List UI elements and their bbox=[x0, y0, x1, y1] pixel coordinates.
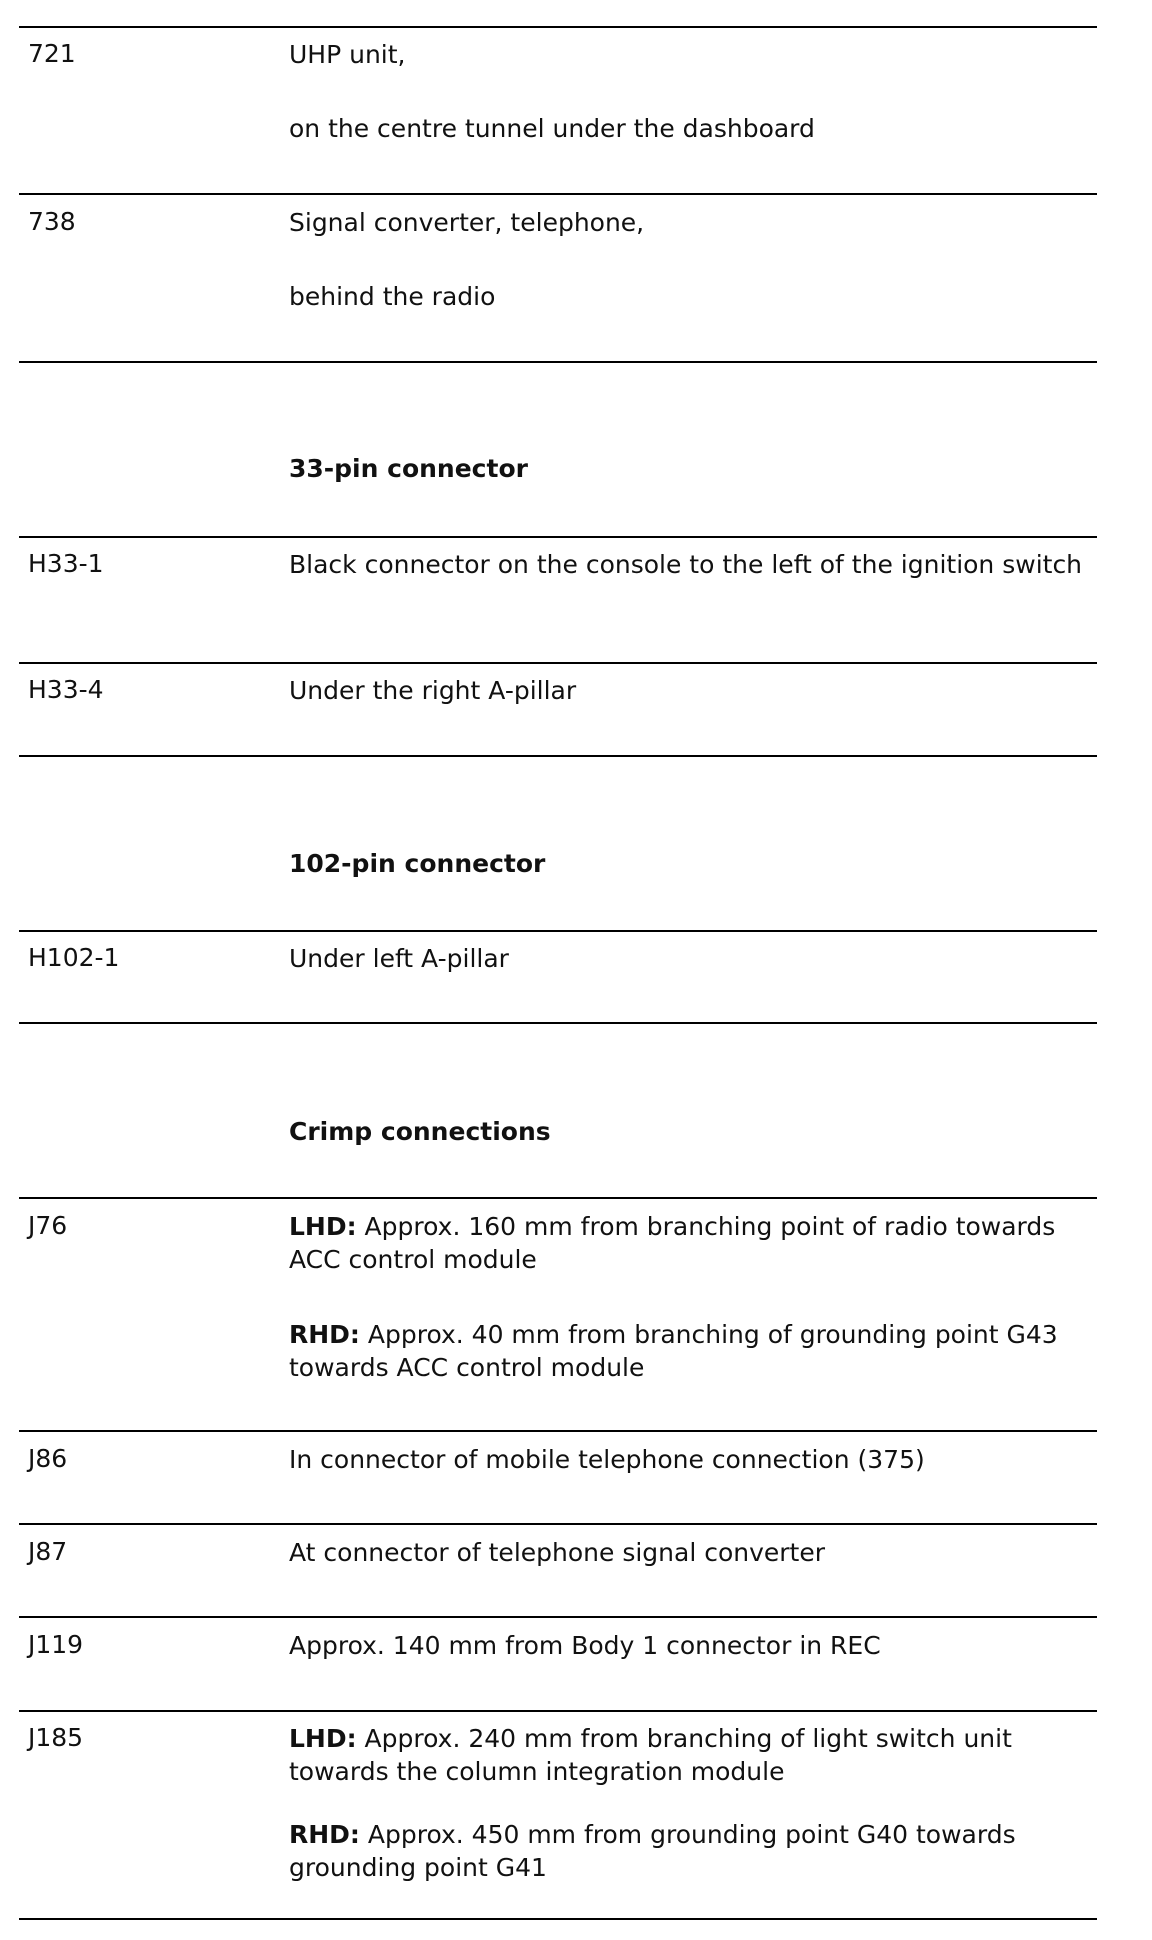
row-description-text: Approx. 40 mm from branching of grounding point G43 towards ACC control module bbox=[289, 1320, 1058, 1382]
section-heading: 33-pin connector bbox=[289, 454, 528, 483]
drive-side-label: LHD: bbox=[289, 1212, 357, 1241]
row-code: J76 bbox=[28, 1211, 68, 1240]
row-code: H102-1 bbox=[28, 943, 120, 972]
row-description: Under left A-pillar bbox=[289, 944, 509, 973]
row-divider bbox=[19, 536, 1097, 538]
row-code: J185 bbox=[28, 1723, 84, 1752]
row-code: J119 bbox=[28, 1630, 84, 1659]
row-description bbox=[289, 1722, 1089, 1788]
row-code: J87 bbox=[28, 1537, 68, 1566]
row-description: Approx. 140 mm from Body 1 connector in REC bbox=[289, 1631, 881, 1660]
row-description: on the centre tunnel under the dashboard bbox=[289, 114, 815, 143]
row-divider bbox=[19, 193, 1097, 195]
row-code: 738 bbox=[28, 207, 76, 236]
section-heading: 102-pin connector bbox=[289, 849, 546, 878]
row-description: Black connector on the console to the left of the ignition switch bbox=[289, 550, 1083, 579]
row-description: Signal converter, telephone, bbox=[289, 208, 645, 237]
row-divider bbox=[19, 1918, 1097, 1920]
row-description: In connector of mobile telephone connection (375) bbox=[289, 1445, 925, 1474]
row-divider bbox=[19, 26, 1097, 28]
row-divider bbox=[19, 1523, 1097, 1525]
row-code: H33-4 bbox=[28, 675, 104, 704]
row-description: behind the radio bbox=[289, 282, 496, 311]
drive-side-label: RHD: bbox=[289, 1820, 360, 1849]
row-divider bbox=[19, 1197, 1097, 1199]
row-divider bbox=[19, 1616, 1097, 1618]
row-divider bbox=[19, 1430, 1097, 1432]
row-divider bbox=[19, 1022, 1097, 1024]
drive-side-label: LHD: bbox=[289, 1724, 357, 1753]
row-description bbox=[289, 1210, 1089, 1276]
row-description: Under the right A-pillar bbox=[289, 676, 577, 705]
row-code: J86 bbox=[28, 1444, 68, 1473]
row-divider bbox=[19, 361, 1097, 363]
row-divider bbox=[19, 1710, 1097, 1712]
section-heading: Crimp connections bbox=[289, 1117, 551, 1146]
row-description: At connector of telephone signal converter bbox=[289, 1538, 826, 1567]
row-code: H33-1 bbox=[28, 549, 104, 578]
row-description-text: Approx. 160 mm from branching point of radio towards ACC control module bbox=[289, 1212, 1056, 1274]
row-description bbox=[289, 1818, 1089, 1884]
row-divider bbox=[19, 930, 1097, 932]
row-description-text: Approx. 450 mm from grounding point G40 towards grounding point G41 bbox=[289, 1820, 1016, 1882]
drive-side-label: RHD: bbox=[289, 1320, 360, 1349]
row-divider bbox=[19, 755, 1097, 757]
row-divider bbox=[19, 662, 1097, 664]
row-description bbox=[289, 1318, 1089, 1384]
row-code: 721 bbox=[28, 39, 76, 68]
row-description: UHP unit, bbox=[289, 40, 406, 69]
row-description-text: Approx. 240 mm from branching of light switch unit towards the column integration module bbox=[289, 1724, 1012, 1786]
